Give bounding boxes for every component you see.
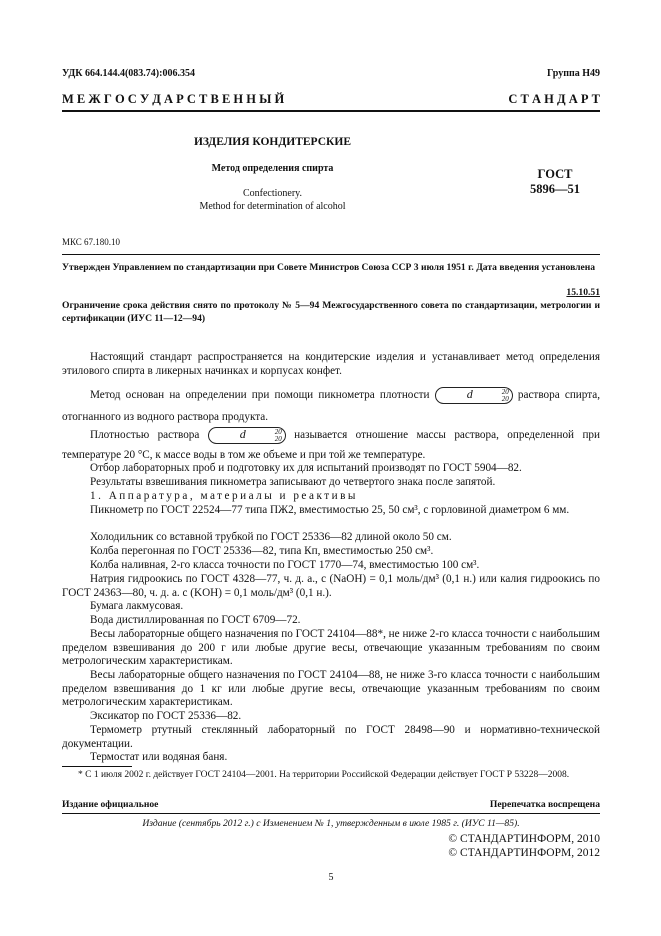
- paragraph-sampling: Отбор лабораторных проб и подготовку их для испытаний производят по ГОСТ 5904—82.: [90, 462, 522, 474]
- density-text-after: называется отношение массы раствора, определенной при температуре 20 °С, к массе воды в том же объеме и при той же температуре.: [62, 429, 601, 461]
- banner-right: С Т А Н Д А Р Т: [508, 92, 600, 106]
- section-heading-1: 1. Аппаратура, материалы и реактивы: [90, 490, 358, 502]
- approval-text: Утвержден Управлением по стандартизации при Совете Министров Союза ССР 3 июля 1951 г. Дата введения установлена: [62, 262, 596, 273]
- udc-code: УДК 664.144.4(083.74):006.354: [62, 68, 195, 79]
- footnote: * С 1 июля 2002 г. действует ГОСТ 24104—2001. На территории Российской Федерации действует ГОСТ Р 53228—2008.: [78, 770, 570, 780]
- list-item-desiccator: Эксикатор по ГОСТ 25336—82.: [90, 710, 242, 722]
- title-en-2: Method for determination of alcohol: [199, 201, 346, 212]
- paragraph-density: [62, 425, 600, 465]
- footer-reprint: Перепечатка воспрещена: [489, 799, 600, 810]
- banner-left: М Е Ж Г О С У Д А Р С Т В Е Н Н Ы Й: [62, 92, 285, 106]
- title-subtitle: Метод определения спирта: [211, 163, 334, 174]
- paragraph-weighing: Результаты взвешивания пикнометра записывают до четвертого знака после запятой.: [90, 476, 496, 488]
- limit-text: Ограничение срока действия снято по протоколу № 5—94 Межгосударственного совета по стандартизации, метрологии и сертификации (ИУС 11—12—94): [62, 300, 600, 324]
- paragraph-scope: Настоящий стандарт распространяется на кондитерские изделия и устанавливает метод определения этилового спирта в ликерных начинках и корпусах конфет.: [62, 351, 600, 377]
- approval-date: 15.10.51: [566, 287, 600, 298]
- list-item-hydroxide: Натрия гидроокись по ГОСТ 4328—77, ч. д. а., с (NaOH) = 0,1 моль/дм³ (0,1 н.) или калия гидроокись по ГОСТ 24363—80, ч. д. а. с (KOH) = 0,1 моль/дм³ (0,1 н.).: [62, 573, 600, 599]
- footer-rule: [62, 813, 600, 814]
- mks-rule: [62, 254, 600, 255]
- footer-edition: Издание (сентябрь 2012 г.) с Изменением № 1, утвержденным в июле 1985 г. (ИУС 11—85).: [142, 818, 520, 829]
- paragraph-method: [62, 384, 600, 428]
- page-number: 5: [328, 872, 334, 883]
- density-formula: d 20 20: [435, 387, 513, 403]
- method-text-before: Метод основан на определении при помощи пикнометра плотности: [90, 389, 430, 401]
- mks-code: МКС 67.180.10: [62, 237, 121, 247]
- list-item-thermometer: Термометр ртутный стеклянный лабораторный по ГОСТ 28498—90 и нормативно-технической документации.: [62, 724, 600, 750]
- group-code: Группа Н49: [547, 68, 600, 79]
- density-text-before: Плотностью раствора: [90, 429, 200, 441]
- list-item-condenser: Холодильник со вставной трубкой по ГОСТ 25336—82 длиной около 50 см.: [90, 531, 452, 543]
- list-item-pycnometer: Пикнометр по ГОСТ 22524—77 типа ПЖ2, вместимостью 25, 50 см³, с горловиной диаметром 6 мм.: [90, 504, 570, 516]
- copyright-2012: © СТАНДАРТИНФОРМ, 2012: [448, 847, 600, 859]
- title-main: ИЗДЕЛИЯ КОНДИТЕРСКИЕ: [193, 136, 351, 148]
- list-item-distilling-flask: Колба перегонная по ГОСТ 25336—82, типа Кп, вместимостью 250 см³.: [90, 545, 434, 557]
- list-item-thermostat: Термостат или водяная баня.: [90, 751, 228, 763]
- gost-number: 5896—51: [530, 182, 580, 196]
- list-item-volumetric-flask: Колба наливная, 2-го класса точности по ГОСТ 1770—74, вместимостью 100 см³.: [90, 559, 480, 571]
- title-en-1: Confectionery.: [242, 188, 303, 199]
- list-item-scales-3: Весы лабораторные общего назначения по ГОСТ 24104—88, не ниже 3-го класса точности с наибольшим пределом взвешивания до 1 кг или любые другие весы, отвечающие указанным требованиям по своим метрологическим характеристикам.: [62, 669, 600, 709]
- list-item-litmus: Бумага лакмусовая.: [90, 600, 184, 612]
- list-item-water: Вода дистиллированная по ГОСТ 6709—72.: [90, 614, 301, 626]
- footer-official: Издание официальное: [62, 799, 159, 810]
- gost-label: ГОСТ: [537, 167, 573, 181]
- density-formula-2: d 20 20: [208, 427, 286, 443]
- footnote-rule: [62, 766, 132, 767]
- list-item-scales-2: Весы лабораторные общего назначения по ГОСТ 24104—88*, не ниже 2-го класса точности с наибольшим пределом взвешивания до 200 г или любые другие весы, отвечающие указанным требованиям по своим метрологическим характеристикам.: [62, 628, 600, 668]
- header-rule: [62, 110, 600, 112]
- method-text-after: раствора спирта, отогнанного из водного раствора продукта.: [62, 389, 601, 423]
- copyright-2010: © СТАНДАРТИНФОРМ, 2010: [448, 833, 600, 845]
